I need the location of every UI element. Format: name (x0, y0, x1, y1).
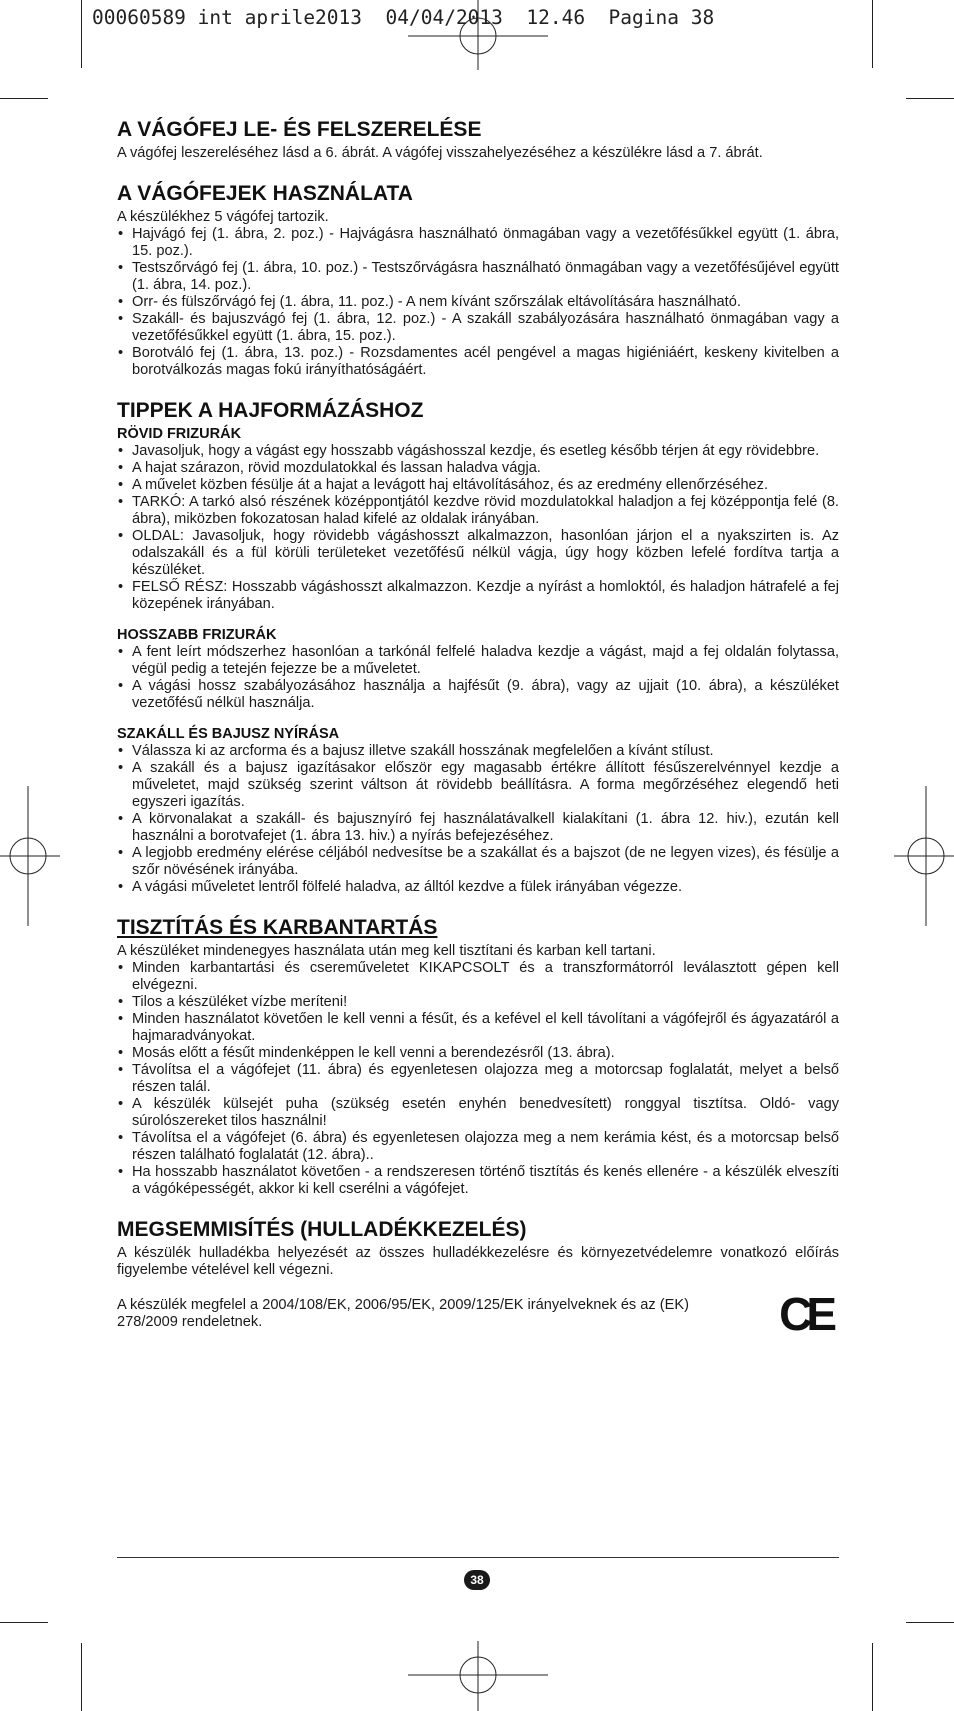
registration-mark-icon (408, 1641, 548, 1711)
list-item: • OLDAL: Javasoljuk, hogy rövidebb vágáshosszt alkalmazzon, hasonlóan járjon el a nyakszirten is. Az odalszakáll és a fül körüli területeket vezetőfésű nélkül vágja, úgy hogy közben lefelé fordítva tartja a készüléket. (117, 528, 839, 579)
crop-mark (0, 98, 48, 99)
list-item: • A művelet közben fésülje át a hajat a levágott haj eltávolításához, és az eredmény ellenőrzéséhez. (117, 477, 839, 494)
list-item: • Tilos a készüléket vízbe meríteni! (117, 994, 839, 1011)
list-item: • Testszőrvágó fej (1. ábra, 10. poz.) - Testszőrvágásra használható önmagában vagy a vezetőfésűjével együtt (1. ábra, 14. poz.). (117, 260, 839, 294)
list-item: • Orr- és fülszőrvágó fej (1. ábra, 11. poz.) - A nem kívánt szőrszálak eltávolítására használható. (117, 294, 839, 311)
conformity-statement: A készülék megfelel a 2004/108/EK, 2006/95/EK, 2009/125/EK irányelveknek és az (EK) 278/2009 rendeletnek. (117, 1297, 689, 1330)
section-title: A VÁGÓFEJ LE- ÉS FELSZERELÉSE (117, 118, 482, 141)
list-item: • A készülék külsejét puha (szükség esetén enyhén benedvesített) ronggyal tisztítsa. Oldó- vagy súrolószereket tilos használni! (117, 1096, 839, 1130)
list-item: • FELSŐ RÉSZ: Hosszabb vágáshosszt alkalmazzon. Kezdje a nyírást a homloktól, és haladjon hátrafelé a fej közepének irányában. (117, 579, 839, 613)
list-item: • Szakáll- és bajuszvágó fej (1. ábra, 12. poz.) - A szakáll szabályozására használható önmagában vagy a vezetőfésűkkel együtt (1. ábra, 15. poz.). (117, 311, 839, 345)
paragraph: A készülékhez 5 vágófej tartozik. (117, 209, 329, 225)
section-head-mounting (117, 118, 839, 162)
registration-mark-icon (408, 0, 548, 70)
section-title: A VÁGÓFEJEK HASZNÁLATA (117, 182, 413, 205)
list-item: • Borotváló fej (1. ábra, 13. poz.) - Rozsdamentes acél pengével a magas higiéniáért, keskeny kivitelben a borotválkozás magas fokú irányíthatóságáért. (117, 345, 839, 379)
list-item: • A legjobb eredmény elérése céljából nedvesítse be a szakállat és a bajszot (de ne legyen vizes), és fésülje a szőr növésének irányába. (117, 845, 839, 879)
list-item: • Javasoljuk, hogy a vágást egy hosszabb vágáshosszal kezdje, és esetleg később térjen át egy rövidebbre. (117, 443, 839, 460)
crop-mark (906, 98, 954, 99)
list-item: • Hajvágó fej (1. ábra, 2. poz.) - Hajvágásra használható önmagában vagy a vezetőfésűkkel együtt (1. ábra, 15. poz.). (117, 226, 839, 260)
list-item: • Válassza ki az arcforma és a bajusz illetve szakáll hosszának megfelelően a kívánt stílust. (117, 743, 839, 760)
list-item: • A fent leírt módszerhez hasonlóan a tarkónál felfelé haladva kezdje a vágást, majd a fej oldalán folytassa, végül pedig a tetején fejezze be a műveletet. (117, 644, 839, 678)
crop-mark (81, 0, 82, 68)
list-item: • A vágási műveletet lentről fölfelé haladva, az álltól kezdve a fülek irányában végezze. (117, 879, 839, 896)
list-item: • A vágási hossz szabályozásához használja a hajfésűt (9. ábra), vagy az ujjait (10. ábra), a készüléket vezetőfésű nélkül használja. (117, 678, 839, 712)
list-item: • Minden karbantartási és csereműveletet KIKAPCSOLT és a transzformátorról leválasztott gépen kell elvégezni. (117, 960, 839, 994)
bullet-list (117, 443, 839, 613)
list-item: • A körvonalakat a szakáll- és bajusznyíró fej használatávalkell kialakítani (1. ábra 12. hiv.), ezután kell használni a borotvafejet (1. ábra 13. hiv.) a nyírás befejezéséhez. (117, 811, 839, 845)
crop-mark (906, 1622, 954, 1623)
bullet-list (117, 644, 839, 712)
print-slug: 00060589 int aprile2013 04/04/2013 12.46 Pagina 38 (92, 6, 715, 29)
list-item: • Távolítsa el a vágófejet (11. ábra) és egyenletesen olajozza meg a motorcsap foglalatát, melyet a belső részen talál. (117, 1062, 839, 1096)
list-item: • A szakáll és a bajusz igazításakor először egy magasabb értékre állított fésűszerelvénnyel kezdje a műveletet, majd szükség szerint váltson át rövidebb beállításra. A forma megőrzéséhez elegendő heti egyszeri igazítás. (117, 760, 839, 811)
list-item: • Mosás előtt a fésűt mindenképpen le kell venni a berendezésről (13. ábra). (117, 1045, 839, 1062)
page-content (117, 118, 839, 1351)
list-item: • A hajat szárazon, rövid mozdulatokkal és lassan haladva vágja. (117, 460, 839, 477)
list-item: • TARKÓ: A tarkó alsó részének középpontjától kezdve rövid mozdulatokkal haladjon a fej középpontja felé (8. ábra), miközben fokozatosan halad kifelé az oldalak irányában. (117, 494, 839, 528)
crop-mark (81, 1643, 82, 1711)
footer-divider (117, 1557, 839, 1558)
list-item: • Távolítsa el a vágófejet (6. ábra) és egyenletesen olajozza meg a nem kerámia kést, és a motorcsap belső részen található foglalatát (12. ábra).. (117, 1130, 839, 1164)
bullet-list (117, 960, 839, 1198)
section-disposal (117, 1218, 839, 1340)
list-item: • Ha hosszabb használatot követően - a rendszeresen történő tisztítás és kenés ellenére - a készülék elveszíti a vágóképességét, akkor ki kell cserélni a vágófejet. (117, 1164, 839, 1198)
paragraph: A vágófej leszereléséhez lásd a 6. ábrát. A vágófej visszahelyezéséhez a készülékre lásd a 7. ábrát. (117, 145, 763, 161)
crop-mark (872, 0, 873, 68)
registration-mark-icon (894, 786, 954, 926)
paragraph: A készüléket mindenegyes használata után meg kell tisztítani és karban kell tartani. (117, 943, 656, 959)
registration-mark-icon (0, 786, 60, 926)
section-title: MEGSEMMISÍTÉS (HULLADÉKKEZELÉS) (117, 1218, 527, 1241)
ce-mark-icon: CE (779, 1287, 831, 1340)
subsection-title: RÖVID FRIZURÁK (117, 426, 242, 442)
list-item: • Minden használatot követően le kell venni a fésűt, és a kefével el kell távolítani a vágófejről és ágyazatáról a hajmaradványokat. (117, 1011, 839, 1045)
subsection-title: SZAKÁLL ÉS BAJUSZ NYÍRÁSA (117, 726, 340, 742)
section-title: TISZTÍTÁS ÉS KARBANTARTÁS (117, 916, 438, 939)
paragraph: A készülék hulladékba helyezését az összes hulladékkezelésre és környezetvédelemre vonatkozó előírás figyelembe vételével kell végezni. (117, 1245, 839, 1278)
section-head-usage (117, 182, 839, 379)
crop-mark (872, 1643, 873, 1711)
conformity-row (117, 1287, 839, 1340)
page-number: 38 (464, 1570, 490, 1590)
section-title: TIPPEK A HAJFORMÁZÁSHOZ (117, 399, 424, 422)
bullet-list (117, 226, 839, 379)
subsection-title: HOSSZABB FRIZURÁK (117, 627, 277, 643)
section-cleaning (117, 916, 839, 1198)
crop-mark (0, 1622, 48, 1623)
section-styling-tips (117, 399, 839, 896)
bullet-list (117, 743, 839, 896)
